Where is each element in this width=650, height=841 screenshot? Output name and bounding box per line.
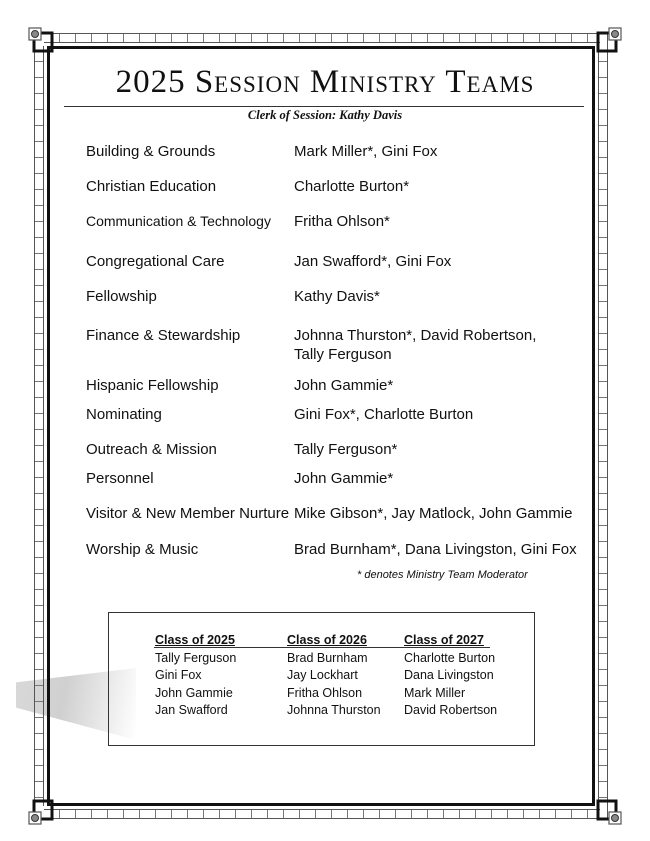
class-member: Jay Lockhart bbox=[287, 668, 358, 682]
team-members: Brad Burnham*, Dana Livingston, Gini Fox bbox=[294, 541, 577, 558]
clerk-subtitle: Clerk of Session: Kathy Davis bbox=[247, 108, 403, 122]
class-heading: Class of 2025 bbox=[155, 633, 235, 647]
team-name: Personnel bbox=[86, 470, 154, 487]
team-name: Congregational Care bbox=[86, 253, 225, 270]
class-member: Gini Fox bbox=[155, 668, 202, 682]
team-members: Mark Miller*, Gini Fox bbox=[294, 143, 438, 160]
border-rail-right bbox=[598, 46, 608, 806]
class-member: Brad Burnham bbox=[287, 650, 368, 665]
class-member: Fritha Ohlson bbox=[287, 685, 363, 700]
border-rail-top bbox=[44, 33, 600, 43]
corner-ornament-icon bbox=[28, 27, 58, 57]
moderator-footnote: * denotes Ministry Team Moderator bbox=[357, 569, 528, 581]
class-column bbox=[404, 632, 497, 720]
team-name: Hispanic Fellowship bbox=[86, 377, 219, 394]
team-members-line: Johnna Thurston*, David Robertson, bbox=[294, 327, 537, 344]
team-members: Kathy Davis* bbox=[294, 288, 380, 305]
class-member: Dana Livingston bbox=[404, 668, 494, 682]
class-member: Johnna Thurston bbox=[287, 703, 381, 717]
team-members: Mike Gibson*, Jay Matlock, John Gammie bbox=[294, 505, 573, 522]
class-member: Mark Miller bbox=[404, 685, 466, 700]
class-column bbox=[287, 632, 381, 720]
page-title: 2025 Session Ministry Teams bbox=[115, 64, 535, 100]
corner-ornament-icon bbox=[28, 795, 58, 825]
team-name: Building & Grounds bbox=[86, 143, 216, 160]
class-column bbox=[155, 632, 236, 720]
class-member: John Gammie bbox=[155, 685, 233, 700]
class-member: Charlotte Burton bbox=[404, 650, 496, 665]
team-name: Communication & Technology bbox=[86, 213, 271, 229]
team-members: Tally Ferguson* bbox=[294, 441, 398, 458]
corner-ornament-icon bbox=[592, 27, 622, 57]
team-members-line: Tally Ferguson bbox=[294, 346, 392, 363]
team-name: Christian Education bbox=[86, 178, 217, 195]
class-heading: Class of 2026 bbox=[287, 633, 367, 647]
border-rail-left bbox=[34, 46, 44, 806]
team-name: Finance & Stewardship bbox=[86, 327, 241, 344]
team-name: Visitor & New Member Nurture bbox=[86, 505, 290, 522]
title-divider bbox=[64, 106, 584, 107]
class-member: Jan Swafford bbox=[155, 703, 228, 717]
corner-ornament-icon bbox=[592, 795, 622, 825]
team-name: Worship & Music bbox=[86, 541, 199, 558]
border-rail-bottom bbox=[44, 809, 600, 819]
team-members: John Gammie* bbox=[294, 377, 394, 394]
team-name: Nominating bbox=[86, 406, 162, 423]
class-member: David Robertson bbox=[404, 703, 498, 717]
team-members bbox=[294, 326, 594, 364]
team-members: Charlotte Burton* bbox=[294, 178, 410, 195]
team-members: Jan Swafford*, Gini Fox bbox=[294, 253, 452, 270]
class-member: Tally Ferguson bbox=[155, 650, 237, 665]
team-name: Outreach & Mission bbox=[86, 441, 217, 458]
team-members: John Gammie* bbox=[294, 470, 394, 487]
team-members: Fritha Ohlson* bbox=[294, 213, 390, 230]
team-members: Gini Fox*, Charlotte Burton bbox=[294, 406, 474, 423]
class-heading: Class of 2027 bbox=[404, 633, 484, 647]
team-name: Fellowship bbox=[86, 288, 157, 305]
